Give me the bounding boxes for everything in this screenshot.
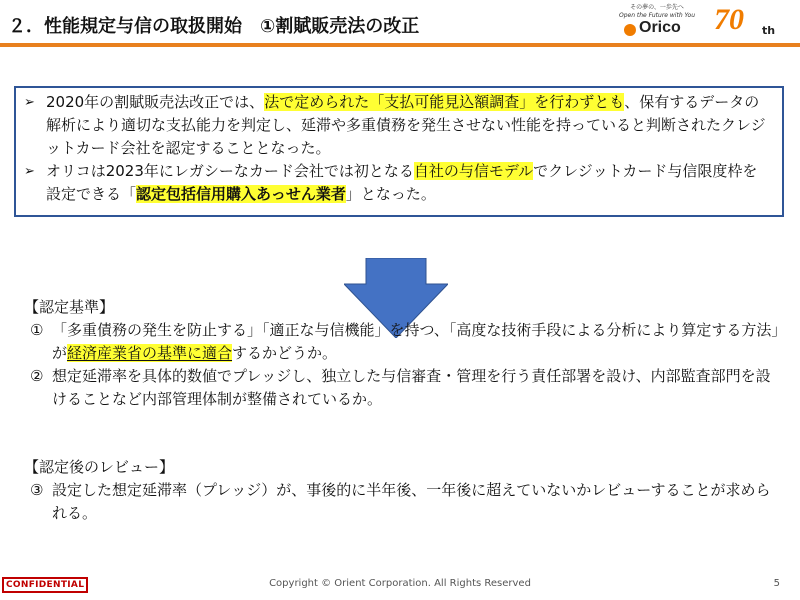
copyright-notice: Copyright © Orient Corporation. All Rights Reserved [269, 578, 531, 589]
criteria-heading: 【認定基準】 [24, 298, 115, 316]
highlight-own-credit-model: 自社の与信モデル [413, 162, 534, 180]
arrow-bullet-icon: ➢ [24, 95, 35, 110]
summary-bullet-2 [24, 160, 772, 206]
criteria-item-2: ② 想定延滞率を具体的数値でプレッジし、独立した与信審査・管理を行う責任部署を設け、内部監査部門を設けることなど内部管理体制が整備されているか。 [30, 367, 771, 408]
page-title: ２．性能規定与信の取扱開始 ①割賦販売法の改正 [8, 16, 420, 37]
summary-bullet-1 [24, 91, 772, 160]
summary-bullet-2-text: オリコは2023年にレガシーなカード会社では初となる自社の与信モデルでクレジットカード与信限度枠を設定できる「認定包括信用購入あっせん業者」となった。 [46, 162, 758, 203]
arrow-bullet-icon: ➢ [24, 164, 35, 179]
confidential-badge: CONFIDENTIAL [2, 577, 88, 593]
title-underline [0, 43, 800, 47]
certification-criteria [24, 296, 784, 411]
orico-logo [602, 2, 792, 42]
review-item-3: ③ 設定した想定延滞率（プレッジ）が、事後的に半年後、一年後に超えていないかレビューすることが求められる。 [30, 481, 771, 522]
summary-box [14, 86, 784, 217]
summary-bullet-1-text: 2020年の割賦販売法改正では、法で定められた「支払可能見込額調査」を行わずとも、保有するデータの解析により適切な支払能力を判定し、延滞や多重債務を発生させない性能を持っていると判断されたクレジットカード会社を認定することとなった。 [46, 93, 766, 157]
review-heading: 【認定後のレビュー】 [24, 458, 175, 476]
highlight-meti-standard: 経済産業省の基準に適合 [67, 344, 233, 362]
logo-wordmark: Orico [639, 19, 681, 36]
logo-70th-suffix: th [762, 24, 776, 37]
highlight-no-investigation: 法で定められた「支払可能見込額調査」を行わずとも [264, 93, 625, 111]
criteria-item-1: ① 「多重債務の発生を防止する」「適正な与信機能」を持つ、「高度な技術手段による分析により算定する方法」が経済産業省の基準に適合するかどうか。 [30, 321, 779, 362]
page-number: 5 [773, 578, 780, 589]
logo-tagline: その夢の、一歩先へ Open the Future with You [618, 4, 696, 19]
highlight-certified-business: 認定包括信用購入あっせん業者 [136, 185, 346, 203]
title-bar [0, 0, 800, 46]
orico-mark-icon [624, 24, 636, 36]
post-certification-review [24, 456, 784, 525]
logo-70th-number: 70 [714, 3, 744, 36]
